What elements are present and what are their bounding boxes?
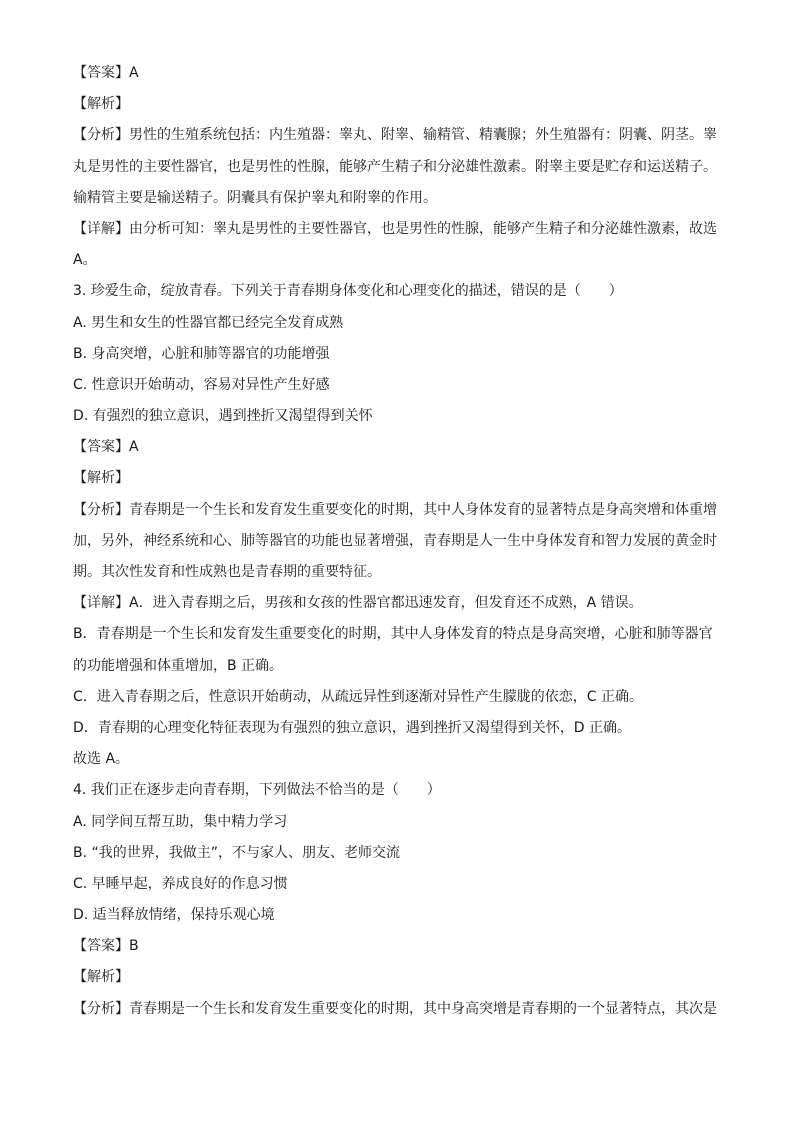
analysis-heading: 【解析】 [73,470,129,487]
document-body [73,58,721,1025]
analysis-text: 【分析】男性的生殖系统包括：内生殖器：睾丸、附睾、输精管、精囊腺；外生殖器有：阴囊、阴茎。睾 [73,127,717,144]
analysis-text: 期。其次性发育和性成熟也是青春期的重要特征。 [73,564,381,580]
analysis-text: 【分析】青春期是一个生长和发育发生重要变化的时期，其中人身体发育的显著特点是身高突增和体重增 [73,501,717,518]
question-4: 4. 我们正在逐步走向青春期，下列做法不恰当的是（ ） [73,782,441,799]
option-b: B. “我的世界，我做主”，不与家人、朋友、老师交流 [73,844,401,861]
option-d: D. 有强烈的独立意识，遇到挫折又渴望得到关怀 [73,408,373,425]
analysis-heading: 【解析】 [73,96,129,113]
analysis-text: 加，另外，神经系统和心、肺等器官的功能也显著增强，青春期是人一生中身体发育和智力发展的黄金时 [73,532,717,549]
option-c: C. 早睡早起，养成良好的作息习惯 [73,875,288,892]
analysis-heading: 【解析】 [73,969,129,986]
analysis-text: 丸是男性的主要性器官，也是男性的性腺，能够产生精子和分泌雄性激素。附睾主要是贮存和运送精子。 [73,158,717,175]
detail-text: A。 [73,252,97,269]
option-d: D. 适当释放情绪，保持乐观心境 [73,907,275,924]
answer-label: 【答案】A [73,65,139,81]
detail-text: C．进入青春期之后，性意识开始萌动，从疏远异性到逐渐对异性产生朦胧的依恋，C 正确。 [73,688,643,705]
answer-label: 【答案】A [73,439,139,456]
detail-text: 【详解】由分析可知：睾丸是男性的主要性器官，也是男性的性腺，能够产生精子和分泌雄性激素，故选 [73,220,717,237]
detail-text: B．青春期是一个生长和发育发生重要变化的时期，其中人身体发育的特点是身高突增，心脏和肺等器官 [73,626,713,643]
analysis-text: 输精管主要是输送精子。阴囊具有保护睾丸和附睾的作用。 [73,189,437,206]
detail-text: 【详解】A．进入青春期之后，男孩和女孩的性器官都迅速发育，但发育还不成熟，A 错误。 [73,595,643,612]
detail-text: 的功能增强和体重增加，B 正确。 [73,657,284,674]
analysis-text: 【分析】青春期是一个生长和发育发生重要变化的时期，其中身高突增是青春期的一个显著特点，其次是 [73,1000,717,1017]
conclusion-text: 故选 A。 [73,751,130,768]
option-a: A. 男生和女生的性器官都已经完全发育成熟 [73,314,344,331]
answer-label: 【答案】B [73,938,139,955]
question-3: 3. 珍爱生命，绽放青春。下列关于青春期身体变化和心理变化的描述，错误的是（ ） [73,283,623,300]
detail-text: D．青春期的心理变化特征表现为有强烈的独立意识，遇到挫折又渴望得到关怀，D 正确。 [73,719,632,736]
option-a: A. 同学间互帮互助，集中精力学习 [73,813,288,830]
option-c: C. 性意识开始萌动，容易对异性产生好感 [73,376,330,393]
option-b: B. 身高突增，心脏和肺等器官的功能增强 [73,345,330,362]
